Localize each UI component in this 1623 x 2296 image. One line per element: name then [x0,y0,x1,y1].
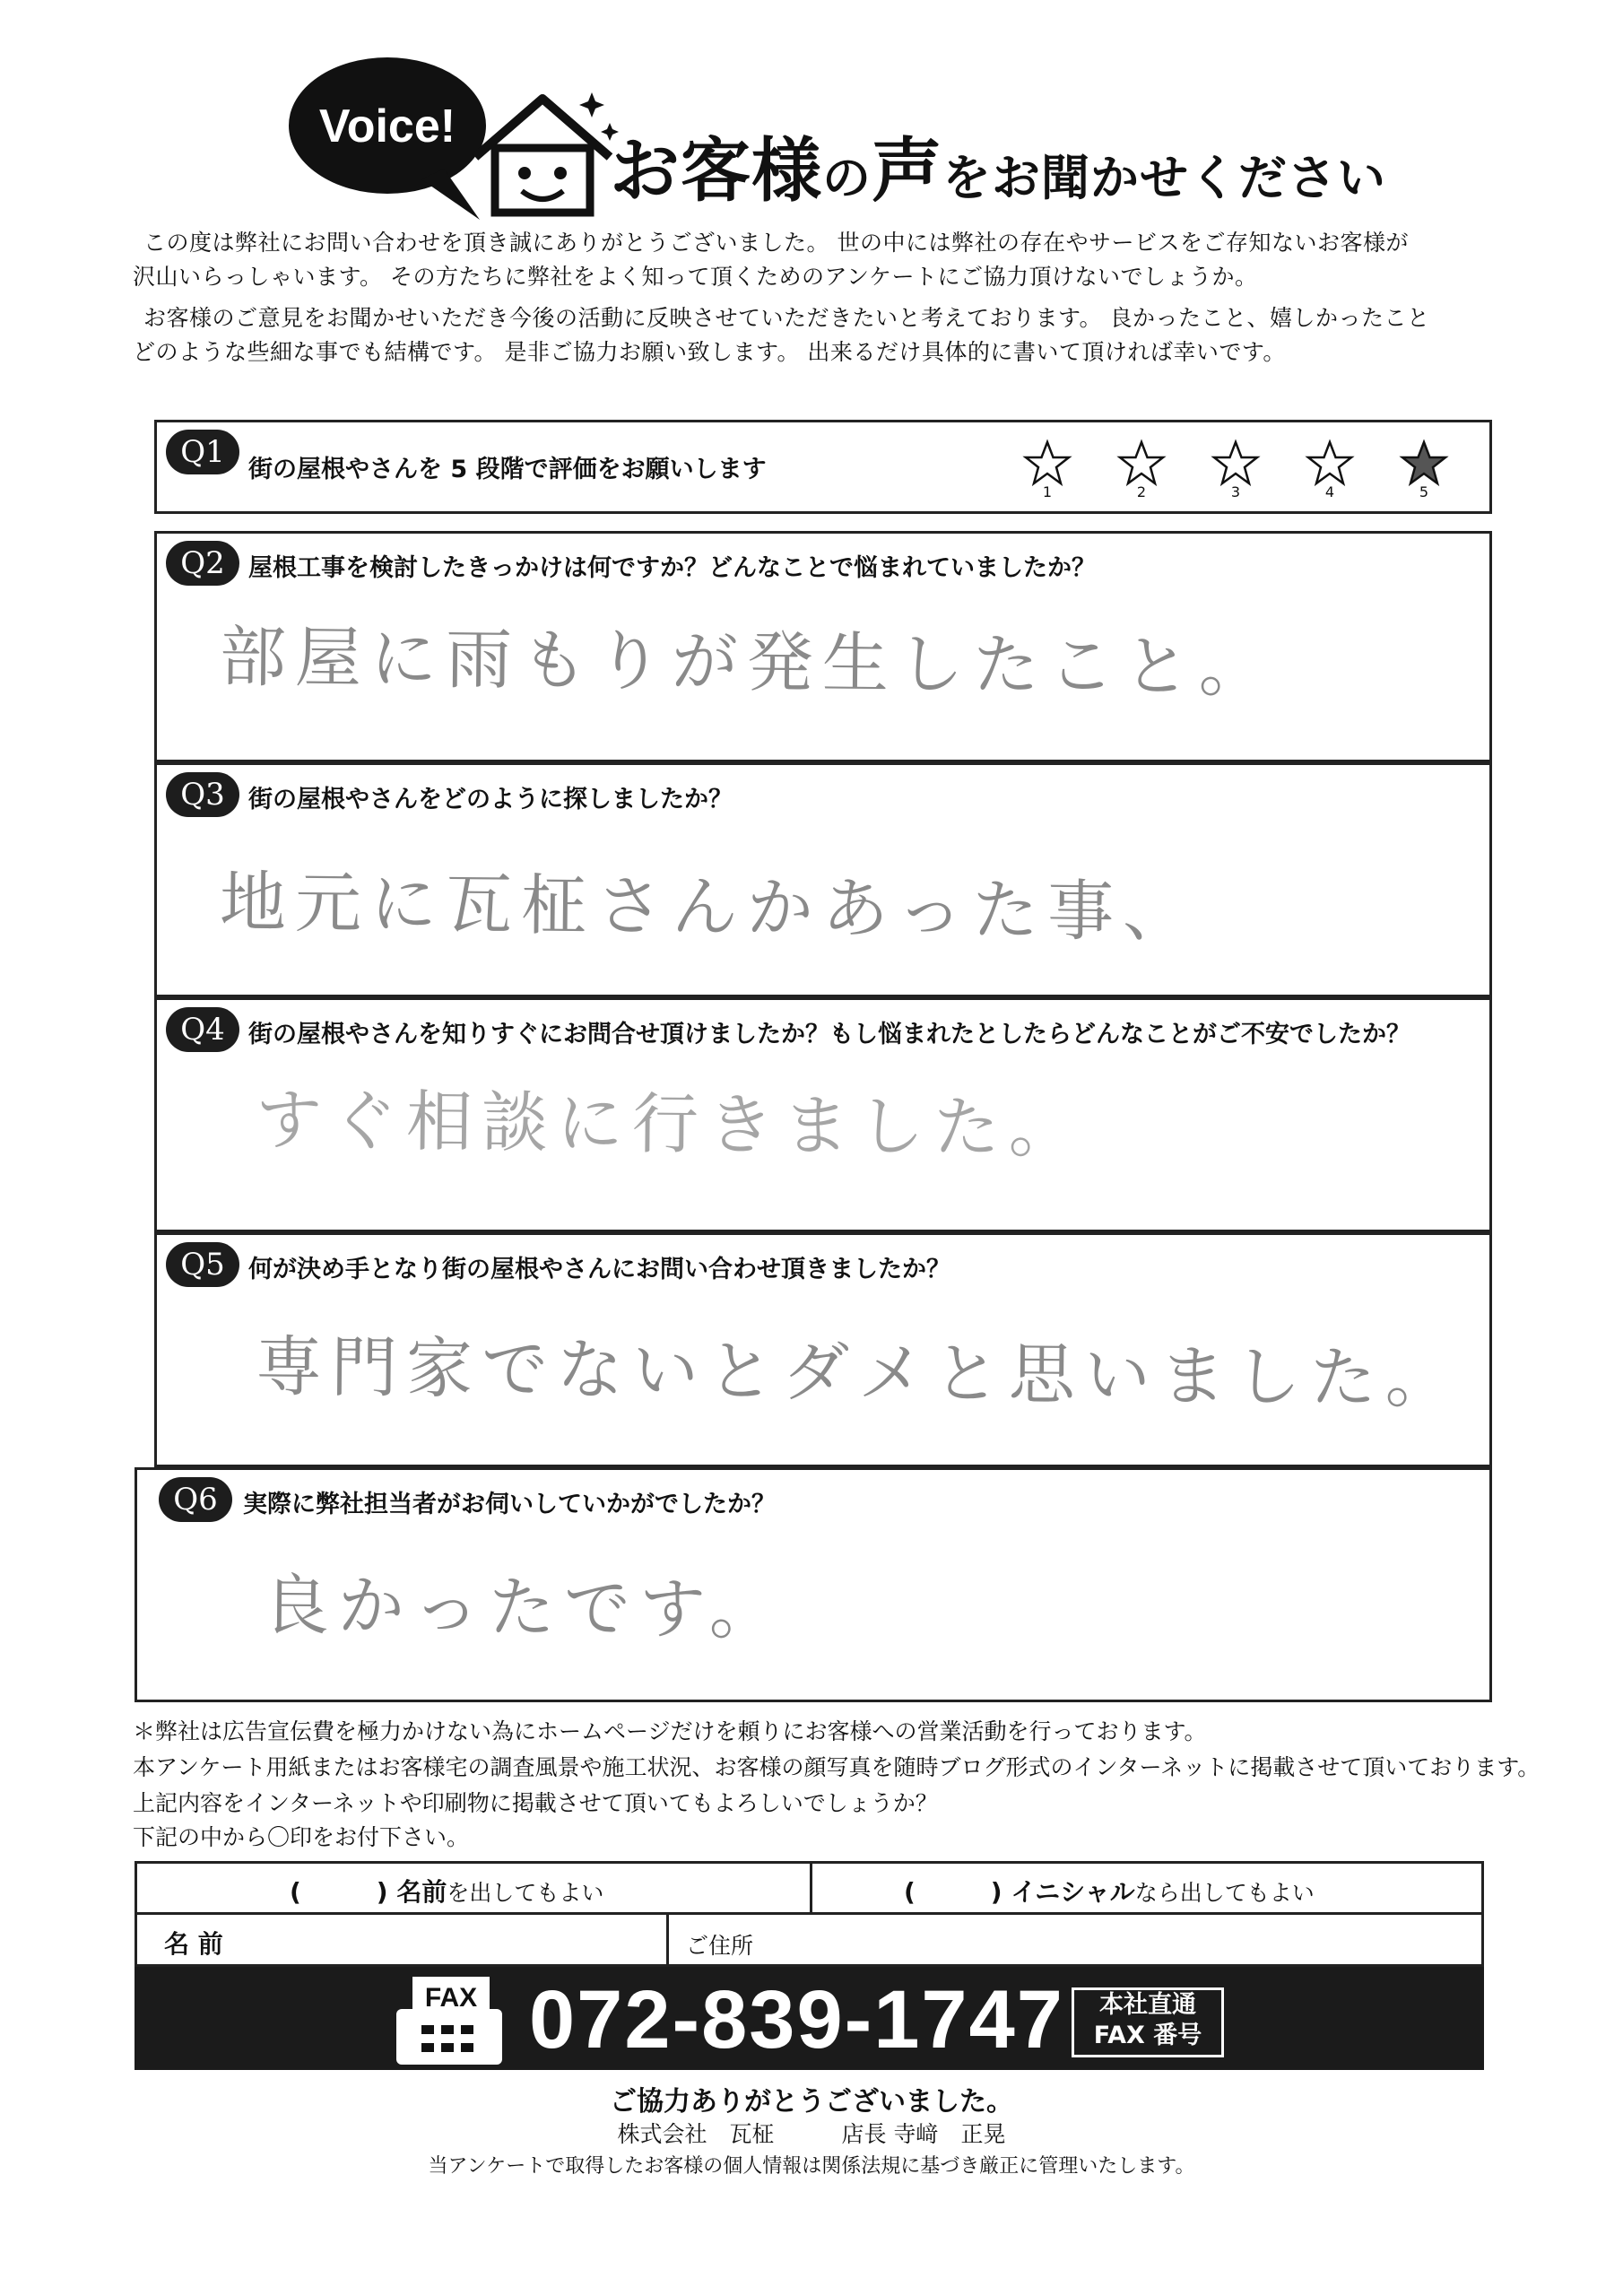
question-text: 街の屋根やさんをどのように探しましたか？ [248,786,733,813]
star-number: 2 [1136,483,1147,500]
star-outline-icon [1211,439,1261,489]
title-part: の [822,150,872,206]
title-part: 声 [872,131,943,212]
name-label: 名 前 [164,1929,223,1959]
star-outline-icon [1116,439,1167,489]
handwritten-answer: 良かったです。 [262,1566,785,1650]
question-text: 実際に弊社担当者がお伺いしていかがでしたか？ [243,1491,776,1518]
note-line: 上記内容をインターネットや印刷物に掲載させて頂いてもよろしいでしょうか？ [133,1790,938,1816]
title-part: お客様 [610,131,823,212]
intro-line: どのような些細な事でも結構です。 是非ご協力お願い致します。 出来るだけ具体的に書いて頂ければ幸いです。 [133,339,1286,365]
question-box-q1 [154,420,1492,514]
option-bold: 名前 [396,1877,447,1907]
star-outline-icon [1305,439,1355,489]
address-label: ご住所 [686,1933,754,1959]
consent-option-name[interactable] [290,1873,603,1909]
consent-option-initial[interactable] [904,1873,1315,1909]
rating-star-2[interactable] [1116,439,1170,501]
title-part: をお聞かせください [942,150,1387,206]
circle-mark-field: ( ) [904,1877,1002,1907]
rating-star-4[interactable] [1305,439,1358,501]
star-number: 4 [1324,483,1335,500]
star-number: 1 [1042,483,1053,500]
note-line: 本アンケート用紙またはお客様宅の調査風景や施工状況、お客様の顔写真を随時ブログ形式のインターネットに掲載させて頂いております。 [133,1754,1541,1780]
badge-line: 本社直通 [1099,1991,1196,2019]
fax-icon-label: FAX [424,1983,478,2013]
badge-line: FAX 番号 [1093,2022,1202,2049]
star-filled-icon [1399,439,1449,489]
question-badge: Q5 [166,1242,239,1287]
question-badge: Q4 [166,1007,239,1052]
question-badge: Q1 [166,430,239,474]
voice-speech-bubble [287,54,493,224]
question-box-q3 [154,762,1492,997]
question-badge: Q6 [159,1477,232,1522]
fax-machine-icon [395,1973,504,2066]
smiling-house-icon [466,85,619,220]
intro-line: 沢山いらっしゃいます。 その方たちに弊社をよく知って頂くためのアンケートにご協力頂けないでしょうか。 [133,264,1258,290]
intro-line: この度は弊社にお問い合わせを頂き誠にありがとうございました。 世の中には弊社の存在やサービスをご存知ないお客様が [143,230,1409,256]
fax-direct-badge [1072,1987,1224,2057]
option-rest: を出してもよい [447,1880,604,1906]
handwritten-answer: すぐ相談に行きました。 [255,1082,1085,1168]
star-outline-icon [1022,439,1072,489]
question-badge: Q2 [166,541,239,586]
question-box-q2 [154,531,1492,762]
question-text: 街の屋根やさんを知りすぐにお問合せ頂けましたか？もし悩まれたとしたらどんなことがご不安でしたか？ [248,1021,1410,1048]
privacy-notice: 当アンケートで取得したお客様の個人情報は関係法規に基づき厳正に管理いたします。 [428,2155,1195,2178]
note-line: 下記の中から〇印をお付下さい。 [133,1824,470,1850]
option-bold: イニシャル [1011,1877,1135,1907]
option-rest: なら出してもよい [1134,1880,1315,1906]
rating-star-1[interactable] [1022,439,1076,501]
fax-number: 072-839-1747 [529,1974,1064,2066]
voice-label: Voice! [318,100,456,152]
rating-star-3[interactable] [1211,439,1264,501]
question-text: 屋根工事を検討したきっかけは何ですか？どんなことで悩まれていましたか？ [248,554,1096,582]
question-box-q4 [154,997,1492,1232]
question-text: 何が決め手となり街の屋根やさんにお問い合わせ頂きましたか？ [248,1256,950,1283]
question-badge: Q3 [166,772,239,817]
intro-line: お客様のご意見をお聞かせいただき今後の活動に反映させていただきたいと考えております。 良かったこと、嬉しかったこと [143,305,1430,331]
question-box-q6 [135,1467,1492,1702]
handwritten-answer: 専門家でないとダメと思いました。 [255,1327,1462,1419]
question-text: 街の屋根やさんを 5 段階で評価をお願いします [248,456,767,483]
handwritten-answer: 地元に瓦柾さんかあった事、 [219,864,1199,952]
page-title [610,115,1386,215]
star-number: 5 [1419,483,1429,500]
consent-table [135,1861,1484,1967]
question-box-q5 [154,1232,1492,1467]
company-signature: 株式会社 瓦柾 店長 寺﨑 正晃 [617,2121,1006,2147]
handwritten-answer: 部屋に雨もりが発生したこと。 [219,618,1275,708]
note-line: ＊弊社は広告宣伝費を極力かけない為にホームページだけを頼りにお客様への営業活動を行っております。 [133,1718,1207,1744]
thanks-message: ご協力ありがとうございました。 [610,2086,1013,2118]
rating-star-5[interactable] [1399,439,1453,501]
star-number: 3 [1230,483,1241,500]
circle-mark-field: ( ) [290,1877,388,1907]
